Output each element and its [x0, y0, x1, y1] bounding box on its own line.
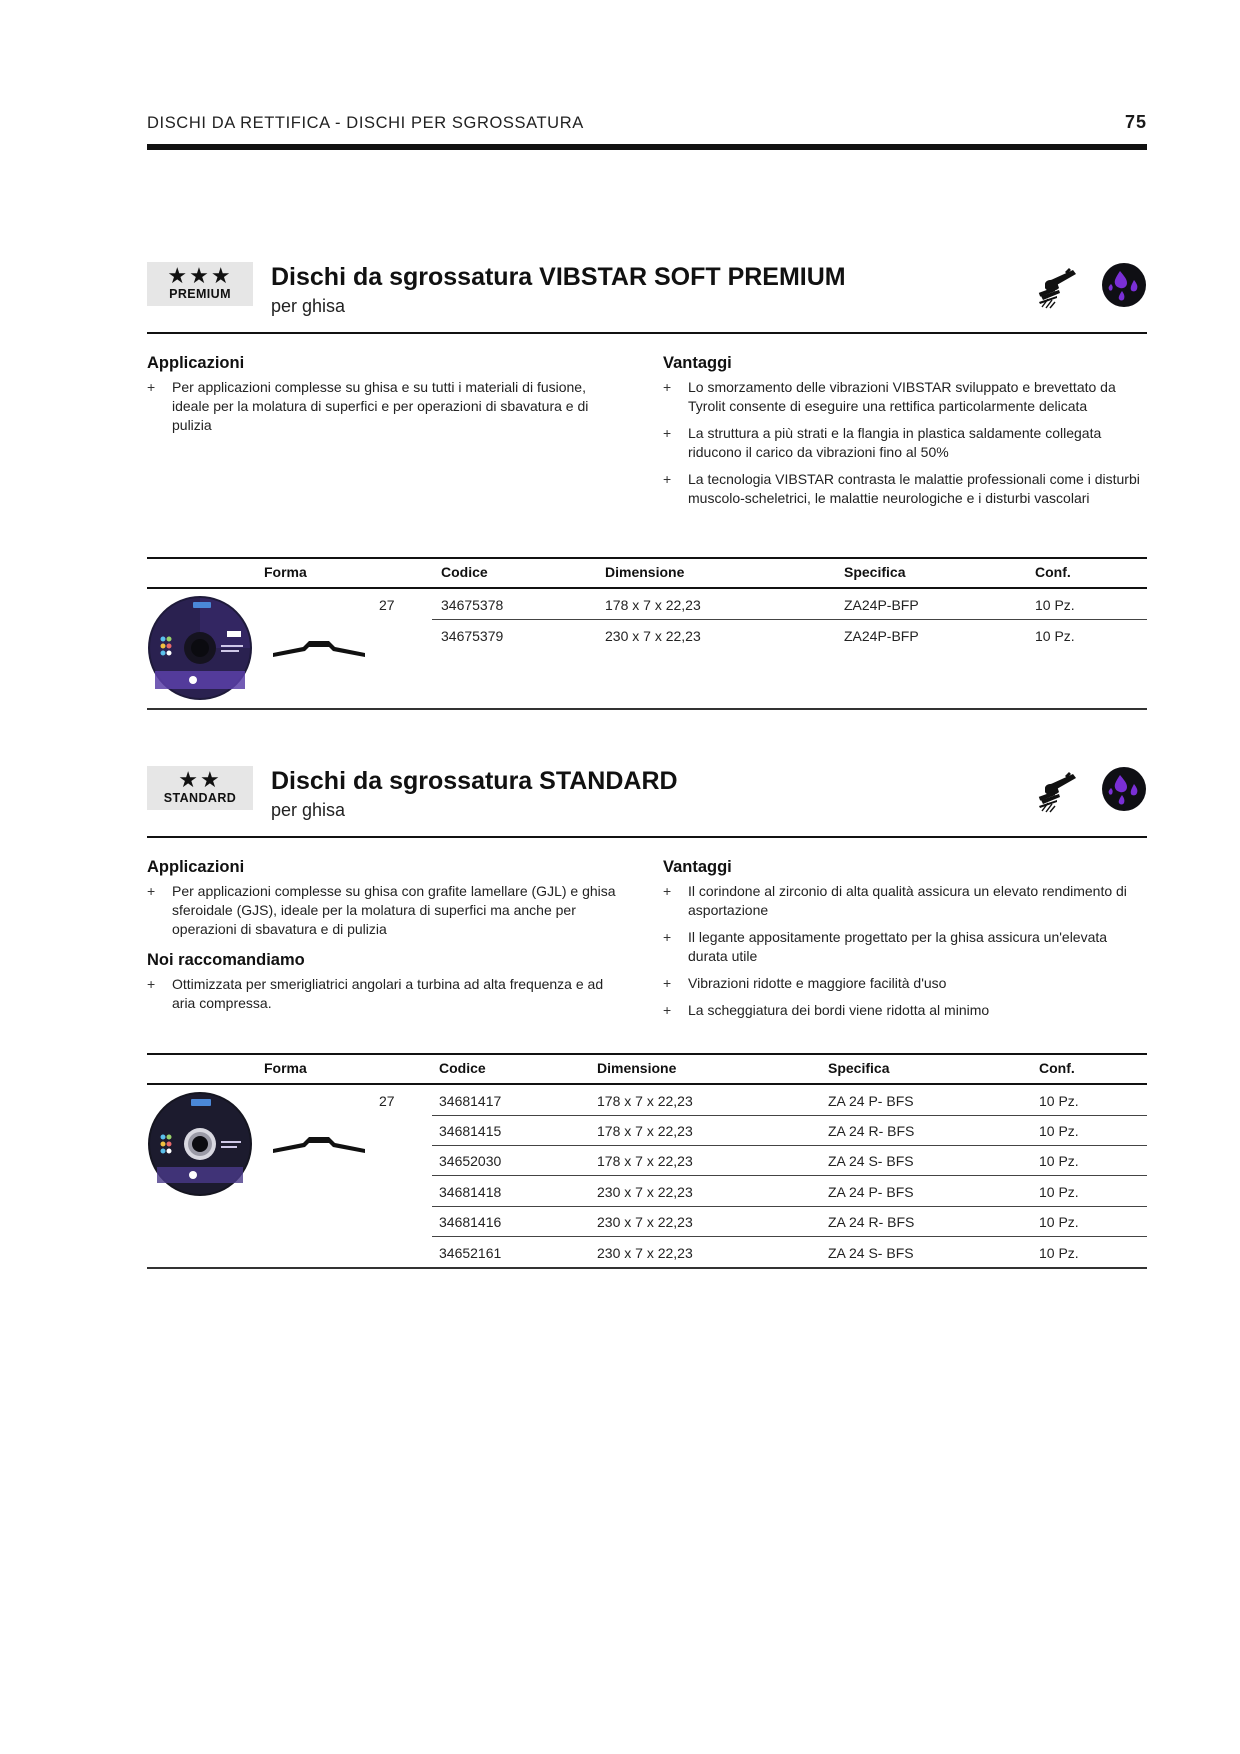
dimensione-cell: 178 x 7 x 22,23 — [597, 1093, 693, 1109]
advantages-list — [663, 882, 1147, 1020]
page-number: 75 — [1124, 112, 1147, 132]
list-item: + Per applicazioni complesse su ghisa con grafite lamellare (GJL) e ghisa sferoidale (GJS), ideale per la molatura di superfici ma anche per operazioni di sbavatura e di pulizia — [147, 882, 623, 939]
advantages-title: Vantaggi — [663, 354, 732, 372]
badge-stars: ★★★ — [167, 263, 233, 288]
list-item: + Per applicazioni complesse su ghisa e su tutti i materiali di fusione, ideale per la molatura di superfici e per operazioni di sbavatura e di pulizia — [147, 378, 623, 435]
row-rule — [432, 619, 1147, 620]
conf-cell: 10 Pz. — [1039, 1123, 1079, 1139]
specifica-cell: ZA 24 S- BFS — [828, 1245, 914, 1261]
row-rule — [432, 1145, 1147, 1146]
conf-cell: 10 Pz. — [1035, 597, 1075, 613]
advantages-column — [663, 858, 1147, 1028]
list-item: + Il legante appositamente progettato per la ghisa assicura un'elevata durata utile — [663, 928, 1147, 966]
row-rule — [432, 1236, 1147, 1237]
cast-iron-droplet-icon — [1101, 766, 1147, 812]
angle-grinder-icon — [1035, 266, 1081, 312]
list-item: + La tecnologia VIBSTAR contrasta le malattie professionali come i disturbi muscolo-scheletrici, le malattie neurologiche e i disturbi vascolari — [663, 470, 1147, 508]
conf-cell: 10 Pz. — [1039, 1153, 1079, 1169]
codice-cell: 34681416 — [439, 1214, 502, 1230]
row-rule — [432, 1115, 1147, 1116]
spec-table — [147, 1053, 1147, 1273]
conf-cell: 10 Pz. — [1039, 1245, 1079, 1261]
section-title: DISCHI DA RETTIFICA - DISCHI PER SGROSSATURA — [147, 114, 584, 132]
badge-label: PREMIUM — [169, 287, 231, 301]
column-header-conf: Conf. — [1039, 1060, 1075, 1076]
codice-cell: 34652161 — [439, 1245, 502, 1261]
conf-cell: 10 Pz. — [1039, 1214, 1079, 1230]
table-bottom-rule — [147, 1267, 1147, 1269]
grade-badge — [147, 766, 253, 810]
product-title: Dischi da sgrossatura VIBSTAR SOFT PREMIUM — [271, 263, 846, 291]
angle-grinder-icon — [1035, 770, 1081, 816]
list-item: + Ottimizzata per smerigliatrici angolari a turbina ad alta frequenza e ad aria compressa. — [147, 975, 623, 1013]
list-item: + Il corindone al zirconio di alta qualità assicura un elevato rendimento di asportazione — [663, 882, 1147, 920]
applications-title: Applicazioni — [147, 354, 245, 372]
product-section-premium — [147, 262, 1147, 644]
applications-list — [147, 882, 623, 939]
conf-cell: 10 Pz. — [1039, 1184, 1079, 1200]
dimensione-cell: 178 x 7 x 22,23 — [597, 1153, 693, 1169]
product-title: Dischi da sgrossatura STANDARD — [271, 767, 678, 795]
applications-column — [147, 858, 623, 1021]
column-header-dimensione: Dimensione — [605, 564, 685, 580]
dimensione-cell: 230 x 7 x 22,23 — [597, 1245, 693, 1261]
conf-cell: 10 Pz. — [1039, 1093, 1079, 1109]
grade-badge — [147, 262, 253, 306]
codice-cell: 34681415 — [439, 1123, 502, 1139]
list-item: + Lo smorzamento delle vibrazioni VIBSTAR sviluppato e brevettato da Tyrolit consente di eseguire una rettifica particolarmente delicata — [663, 378, 1147, 416]
forma-value: 27 — [379, 1093, 395, 1109]
list-item: + La struttura a più strati e la flangia in plastica saldamente collegata riducono il carico da vibrazioni fino al 50% — [663, 424, 1147, 462]
table-top-rule — [147, 557, 1147, 559]
type-27-profile-icon — [273, 1135, 365, 1157]
specifica-cell: ZA 24 R- BFS — [828, 1123, 915, 1139]
dimensione-cell: 230 x 7 x 22,23 — [597, 1184, 693, 1200]
product-header — [147, 766, 1147, 838]
column-header-forma: Forma — [264, 1060, 307, 1076]
codice-cell: 34681417 — [439, 1093, 502, 1109]
dimensione-cell: 230 x 7 x 22,23 — [597, 1214, 693, 1230]
row-rule — [432, 1175, 1147, 1176]
column-header-dimensione: Dimensione — [597, 1060, 677, 1076]
specifica-cell: ZA 24 S- BFS — [828, 1153, 914, 1169]
advantages-list — [663, 378, 1147, 508]
type-27-profile-icon — [273, 639, 365, 661]
applications-title: Applicazioni — [147, 858, 245, 876]
column-header-conf: Conf. — [1035, 564, 1071, 580]
table-top-rule — [147, 1053, 1147, 1055]
table-bottom-rule — [147, 708, 1147, 710]
section-rule — [147, 332, 1147, 334]
cast-iron-droplet-icon — [1101, 262, 1147, 308]
column-header-forma: Forma — [264, 564, 307, 580]
column-header-specifica: Specifica — [844, 564, 906, 580]
specifica-cell: ZA 24 P- BFS — [828, 1184, 914, 1200]
advantages-column — [663, 354, 1147, 516]
codice-cell: 34675378 — [441, 597, 504, 613]
column-header-codice: Codice — [441, 564, 488, 580]
product-header — [147, 262, 1147, 334]
conf-cell: 10 Pz. — [1035, 628, 1075, 644]
table-header-rule — [147, 1083, 1147, 1085]
advantages-title: Vantaggi — [663, 858, 732, 876]
recommend-title: Noi raccomandiamo — [147, 951, 305, 969]
specifica-cell: ZA24P-BFP — [844, 628, 919, 644]
list-item: + La scheggiatura dei bordi viene ridotta al minimo — [663, 1001, 1147, 1020]
dimensione-cell: 178 x 7 x 22,23 — [597, 1123, 693, 1139]
list-item: + Vibrazioni ridotte e maggiore facilità d'uso — [663, 974, 1147, 993]
product-section-standard — [147, 766, 1147, 1261]
codice-cell: 34675379 — [441, 628, 504, 644]
recommend-list — [147, 975, 623, 1013]
column-header-specifica: Specifica — [828, 1060, 890, 1076]
applications-list — [147, 378, 623, 435]
dimensione-cell: 178 x 7 x 22,23 — [605, 597, 701, 613]
product-subtitle: per ghisa — [271, 800, 346, 820]
product-subtitle: per ghisa — [271, 296, 346, 316]
specifica-cell: ZA24P-BFP — [844, 597, 919, 613]
vibstar-disc-image — [147, 595, 253, 701]
dimensione-cell: 230 x 7 x 22,23 — [605, 628, 701, 644]
codice-cell: 34652030 — [439, 1153, 502, 1169]
applications-column — [147, 354, 623, 443]
standard-disc-image — [147, 1091, 253, 1197]
spec-table — [147, 557, 1147, 710]
section-rule — [147, 836, 1147, 838]
badge-stars: ★★ — [178, 767, 222, 792]
forma-value: 27 — [379, 597, 395, 613]
column-header-codice: Codice — [439, 1060, 486, 1076]
badge-label: STANDARD — [163, 791, 237, 805]
specifica-cell: ZA 24 P- BFS — [828, 1093, 914, 1109]
row-rule — [432, 1206, 1147, 1207]
specifica-cell: ZA 24 R- BFS — [828, 1214, 915, 1230]
page-header — [147, 112, 1147, 152]
codice-cell: 34681418 — [439, 1184, 502, 1200]
header-rule — [147, 144, 1147, 150]
table-header-rule — [147, 587, 1147, 589]
